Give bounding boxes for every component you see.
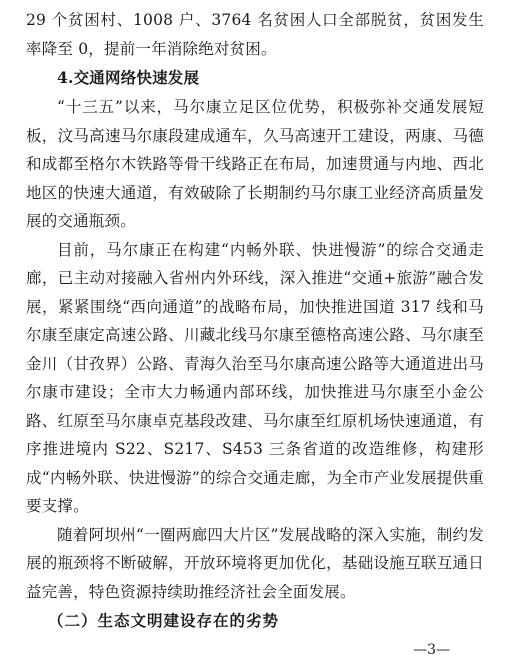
paragraph-poverty-result: 29 个贫困村、1008 户、3764 名贫困人口全部脱贫，贫困发生率降至 0，提前一年消除绝对贫困。 — [26, 11, 484, 58]
page-number: —3— — [413, 642, 450, 658]
subsection-heading-ecology: （二）生态文明建设存在的劣势 — [48, 611, 280, 630]
paragraph-strategy-outlook: 随着阿坝州“一圈两廊四大片区”发展战略的深入实施，制约发展的瓶颈将不断破解，开放环境将更加优化，基础设施互联互通日益完善，特色资源持续助推经济社会全面发展。 — [26, 525, 484, 601]
paragraph-transport-development: “十三五”以来，马尔康立足区位优势，积极弥补交通发展短板，汶马高速马尔康段建成通车，久马高速开工建设，两康、马德和成都至格尔木铁路等骨干线路正在布局，加速贯通与内地、西北地区的快速大通道，有效破除了长期制约马尔康工业经济高质量发展的交通瓶颈。 — [26, 98, 484, 230]
paragraph-transport-corridor: 目前，马尔康正在构建“内畅外联、快进慢游”的综合交通走廊，已主动对接融入省州内外环线，深入推进“交通+旅游”融合发展，紧紧围绕“西向通道”的战略布局，加快推进国道 317 线和马尔康至康定高速公路、川藏北线马尔康至德格高速公路、马尔康至金川（甘孜界）公路、青海久治至马尔康高速公路等大通道进出马尔康市建设；全市大力畅通内部环线，加快推进马尔康至小金公路、红原至马尔康卓克基段改建、马尔康至红原机场快速通道，有序推进境内 S22、S217、S453 三条省道的改造维修，构建形成“内畅外联、快进慢游”的综合交通走廊，为全市产业发展提供重要支撑。 — [26, 240, 484, 515]
section-heading-transport: 4.交通网络快速发展 — [57, 68, 200, 87]
